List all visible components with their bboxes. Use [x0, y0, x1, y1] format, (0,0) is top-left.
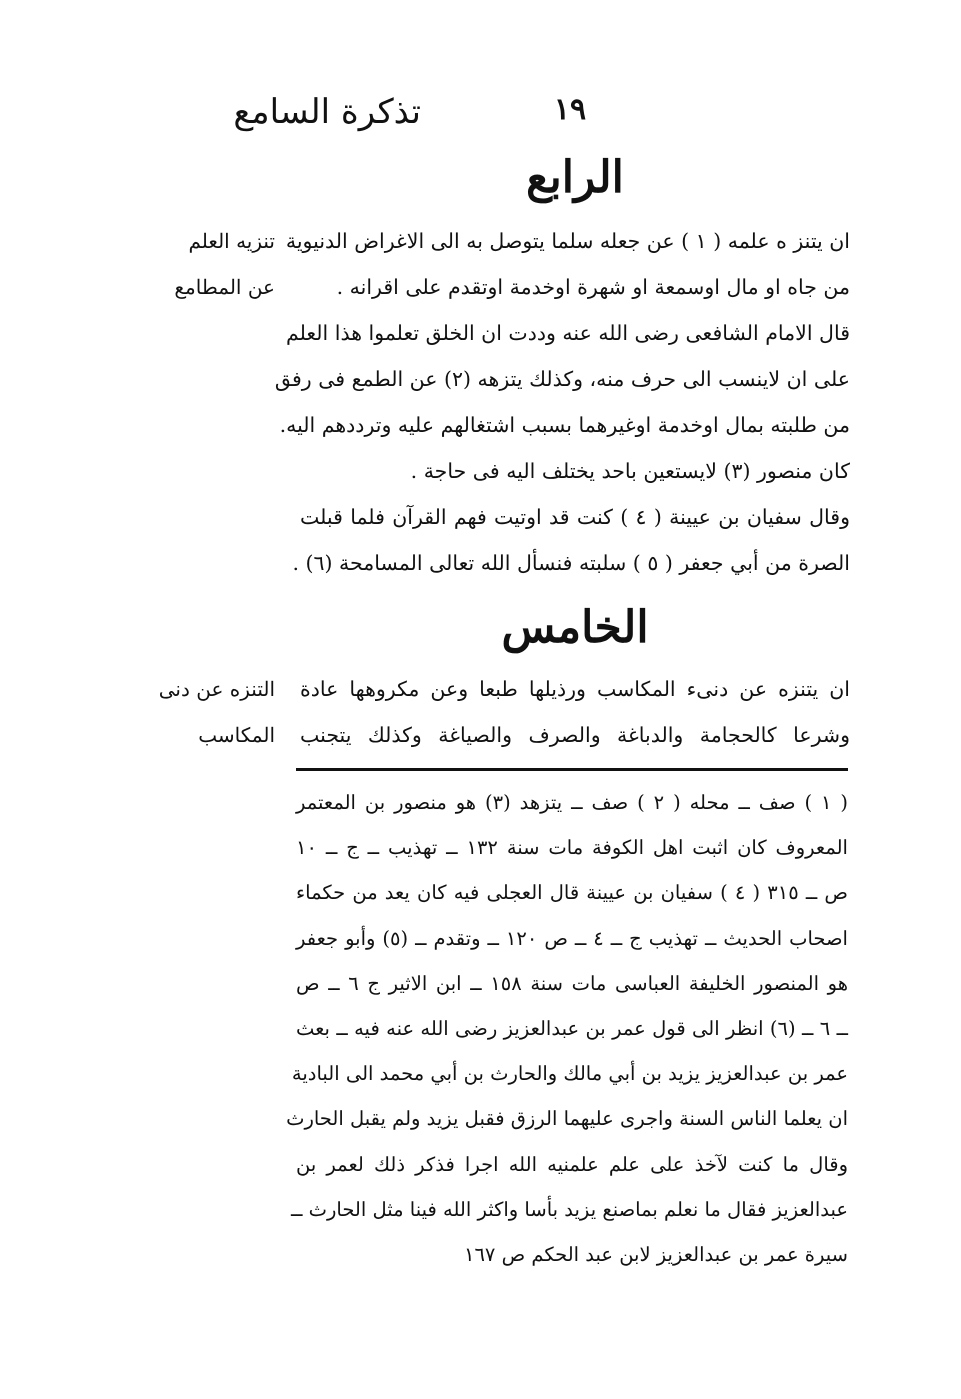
- footnote-line: ( ١ ) صف ــ محله ( ٢ ) صف ــ يتزهد (٣) هو منصور بن المعتمر: [296, 791, 849, 814]
- margin-note-line: تنزيه العلم: [188, 229, 275, 253]
- footnote-line: ــ ٦ ــ (٦) انظر الى قول عمر بن عبدالعزيز رضى الله عنه فيه ــ بعث: [296, 1016, 848, 1040]
- body-line: الصرة من أبي جعفر ( ٥ ) سلبته فنسأل الله تعالى المسامحة (٦) .: [292, 551, 850, 575]
- body-line: من طلبته بمال اوخدمة اوغيرهما بسبب اشتغالهم عليه وترددهم اليه.: [279, 413, 850, 437]
- running-header-title: تذكرة السامع: [233, 92, 421, 132]
- margin-note-line: المكاسب: [198, 723, 275, 747]
- footnote-line: هو المنصور الخليفة العباسى مات سنة ١٥٨ ــ ابن الاثير ج ٦ ــ ص: [296, 971, 848, 995]
- body-line: وشرعا كالحجامة والدباغة والصرف والصياغة وكذلك يتجنب: [300, 723, 850, 747]
- footnote-separator-rule: [296, 768, 848, 771]
- footnote-line: ص ــ ٣١٥ ( ٤ ) سفيان بن عيينة قال العجلى فيه كان يعد من حكماء: [296, 881, 848, 905]
- footnote-line: سيرة عمر بن عبدالعزيز لابن عبد الحكم ص ١٦٧: [463, 1242, 848, 1266]
- footnote-line: عبدالعزيز فقال ما نعلم بماصنع يزيد بأسا واكثر الله فينا مثل الحارث ــ: [290, 1197, 848, 1221]
- margin-note-line: عن المطامع: [174, 275, 275, 299]
- body-line: ان يتنزه عن دنىء المكاسب ورذيلها طبعا وعن مكروهها عادة: [300, 677, 850, 701]
- body-line: كان منصور (٣) لايستعين باحد يختلف اليه فى حاجة .: [410, 459, 850, 483]
- margin-note-line: التنزه عن دنى: [158, 677, 275, 701]
- footnote-line: ان يعلما الناس السنة واجرى عليهما الرزق فقبل يزيد ولم يقبل الحارث: [286, 1107, 848, 1131]
- margin-note-fifth: [150, 666, 275, 758]
- section-fifth-body: [300, 666, 850, 758]
- footnotes: [286, 780, 849, 1277]
- footnote-line: اصحاب الحديث ــ تهذيب ج ــ ٤ ــ ص ١٢٠ ــ وتقدم ــ (٥) وأبو جعفر: [296, 926, 848, 950]
- body-line: على ان لاينسب الى حرف منه، وكذلك يتزهه (٢) عن الطمع فى رفق: [274, 367, 850, 391]
- body-line: قال الامام الشافعى رضى الله عنه وددت ان الخلق تعلموا هذا العلم: [285, 321, 850, 345]
- footnote-line: عمر بن عبدالعزيز يزيد بن أبي مالك والحارث بن أبي محمد الى البادية: [291, 1062, 848, 1086]
- body-line: وقال سفيان بن عيينة ( ٤ ) كنت قد اوتيت فهم القرآن فلما قبلت: [300, 505, 851, 529]
- body-line: ان يتنز ه علمه ( ١ ) عن جعله سلما يتوصل به الى الاغراض الدنيوية: [285, 229, 850, 253]
- body-line: من جاه او مال اوسمعة او شهرة اوخدمة اوتقدم على اقرانه .: [336, 275, 850, 299]
- footnote-line: وقال ما كنت لآخذ على علم علمنيه الله اجرا فذكر ذلك لعمر بن: [296, 1152, 848, 1176]
- footnote-line: المعروف كان اثبت اهل الكوفة مات سنة ١٣٢ ــ تهذيب ــ ج ــ ١٠: [296, 836, 848, 860]
- section-fourth-body: [274, 218, 851, 586]
- section-heading-fourth: الرابع: [526, 152, 624, 203]
- section-heading-fifth: الخامس: [501, 602, 649, 653]
- margin-note-fourth: [150, 218, 275, 310]
- page-number: ١٩: [553, 92, 587, 127]
